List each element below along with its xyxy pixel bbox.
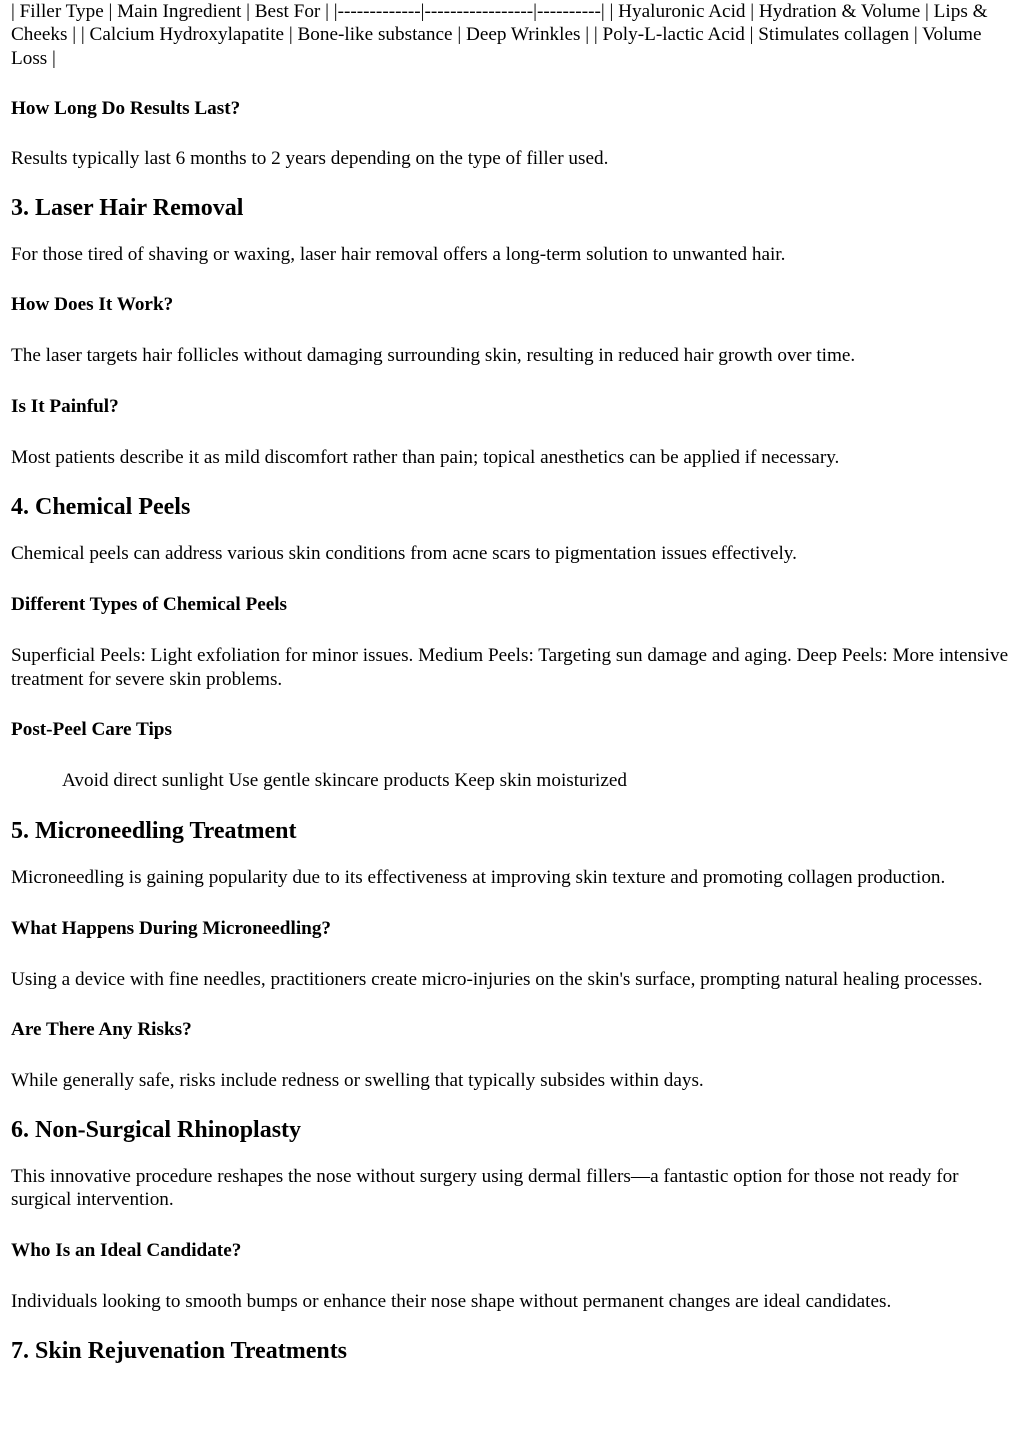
- peels-care-heading: Post-Peel Care Tips: [11, 718, 172, 740]
- rhinoplasty-candidate-text: Individuals looking to smooth bumps or enhance their nose shape without permanent changes are ideal candidates.: [11, 1290, 892, 1312]
- results-heading: How Long Do Results Last?: [11, 97, 241, 119]
- filler-table-text: | Filler Type | Main Ingredient | Best For | |-------------|-----------------|----------| | Hyaluronic Acid | Hydration & Volume | Lips & Cheeks | | Calcium Hydroxylapatite | Bone-like substance | Deep Wrinkles | | Poly-L-lactic Acid | Stimulates collagen | Volume Loss |: [11, 1, 988, 69]
- laser-how-heading: How Does It Work?: [11, 294, 174, 316]
- rhinoplasty-candidate-heading: Who Is an Ideal Candidate?: [11, 1239, 242, 1261]
- rhinoplasty-section-title: 6. Non-Surgical Rhinoplasty: [11, 1117, 302, 1144]
- peels-types-text: Superficial Peels: Light exfoliation for minor issues. Medium Peels: Targeting sun damage and aging. Deep Peels: More intensive treatment for severe skin problems.: [11, 645, 1009, 690]
- peels-intro-text: Chemical peels can address various skin conditions from acne scars to pigmentation issues effectively.: [11, 543, 797, 565]
- rejuvenation-section-title: 7. Skin Rejuvenation Treatments: [11, 1338, 348, 1365]
- peels-types-heading: Different Types of Chemical Peels: [11, 594, 288, 616]
- results-text: Results typically last 6 months to 2 years depending on the type of filler used.: [11, 147, 609, 169]
- laser-intro-text: For those tired of shaving or waxing, laser hair removal offers a long-term solution to unwanted hair.: [11, 244, 786, 266]
- laser-section-title: 3. Laser Hair Removal: [11, 195, 244, 222]
- microneedling-section-title: 5. Microneedling Treatment: [11, 818, 297, 845]
- laser-how-text: The laser targets hair follicles without damaging surrounding skin, resulting in reduced hair growth over time.: [11, 345, 856, 367]
- peels-section-title: 4. Chemical Peels: [11, 494, 191, 521]
- microneedling-risks-heading: Are There Any Risks?: [11, 1018, 192, 1040]
- microneedling-during-text: Using a device with fine needles, practitioners create micro-injuries on the skin's surface, prompting natural healing processes.: [11, 968, 983, 990]
- microneedling-during-heading: What Happens During Microneedling?: [11, 917, 332, 939]
- laser-pain-heading: Is It Painful?: [11, 395, 119, 417]
- microneedling-intro-text: Microneedling is gaining popularity due to its effectiveness at improving skin texture and promoting collagen production.: [11, 867, 946, 889]
- peels-care-list: Avoid direct sunlight Use gentle skincare products Keep skin moisturized: [62, 769, 628, 791]
- rhinoplasty-intro-text: This innovative procedure reshapes the nose without surgery using dermal fillers—a fantastic option for those not ready for surgical intervention.: [11, 1166, 959, 1211]
- microneedling-risks-text: While generally safe, risks include redness or swelling that typically subsides within days.: [11, 1069, 704, 1091]
- laser-pain-text: Most patients describe it as mild discomfort rather than pain; topical anesthetics can be applied if necessary.: [11, 446, 840, 468]
